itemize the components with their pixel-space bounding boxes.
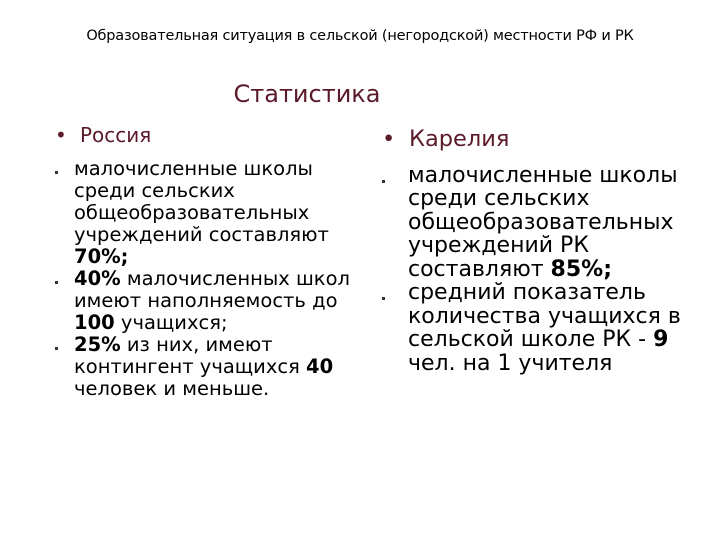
bullet-icon bbox=[55, 347, 58, 350]
item-value: 40 bbox=[306, 355, 334, 378]
item-value: 85%; bbox=[550, 256, 613, 282]
karelia-column bbox=[382, 128, 712, 375]
russia-heading bbox=[55, 124, 355, 146]
item-text: малочисленные школы среди сельских общеобразовательных учреждений РК составляют bbox=[408, 162, 678, 282]
slide-subtitle: Статистика bbox=[233, 80, 381, 108]
heading-bullet-icon: • bbox=[382, 126, 396, 152]
heading-bullet-icon: • bbox=[55, 123, 67, 147]
bullet-icon bbox=[382, 180, 385, 183]
russia-list bbox=[55, 158, 355, 400]
item-value: 25% bbox=[74, 333, 121, 356]
item-value: 100 bbox=[74, 311, 115, 334]
list-item bbox=[55, 334, 355, 400]
russia-column bbox=[55, 124, 355, 400]
karelia-heading-label: Карелия bbox=[409, 126, 510, 152]
bullet-icon bbox=[55, 171, 58, 174]
slide-title: Образовательная ситуация в сельской (негородской) местности РФ и РК bbox=[86, 28, 634, 44]
item-text: средний показатель количества учащихся в сельской школе РК - bbox=[408, 280, 681, 352]
bullet-icon bbox=[382, 297, 385, 300]
list-item bbox=[55, 268, 355, 334]
karelia-list bbox=[382, 164, 712, 376]
item-value: 9 bbox=[653, 327, 669, 352]
item-text: чел. на 1 учителя bbox=[408, 350, 613, 376]
karelia-heading bbox=[382, 128, 712, 152]
item-text: малочисленных школ имеют наполняемость до bbox=[74, 267, 350, 312]
item-text: из них, имеют контингент учащихся bbox=[74, 333, 307, 378]
item-value: 70%; bbox=[74, 245, 129, 268]
list-item bbox=[55, 158, 355, 268]
item-text: малочисленные школы среди сельских общеобразовательных учреждений составляют bbox=[74, 157, 329, 246]
russia-heading-label: Россия bbox=[80, 123, 152, 147]
item-value: 40% bbox=[74, 267, 121, 290]
item-text: учащихся; bbox=[114, 311, 228, 334]
item-text: человек и меньше. bbox=[74, 377, 270, 400]
list-item bbox=[382, 281, 712, 375]
list-item bbox=[382, 164, 712, 282]
bullet-icon bbox=[55, 281, 58, 284]
